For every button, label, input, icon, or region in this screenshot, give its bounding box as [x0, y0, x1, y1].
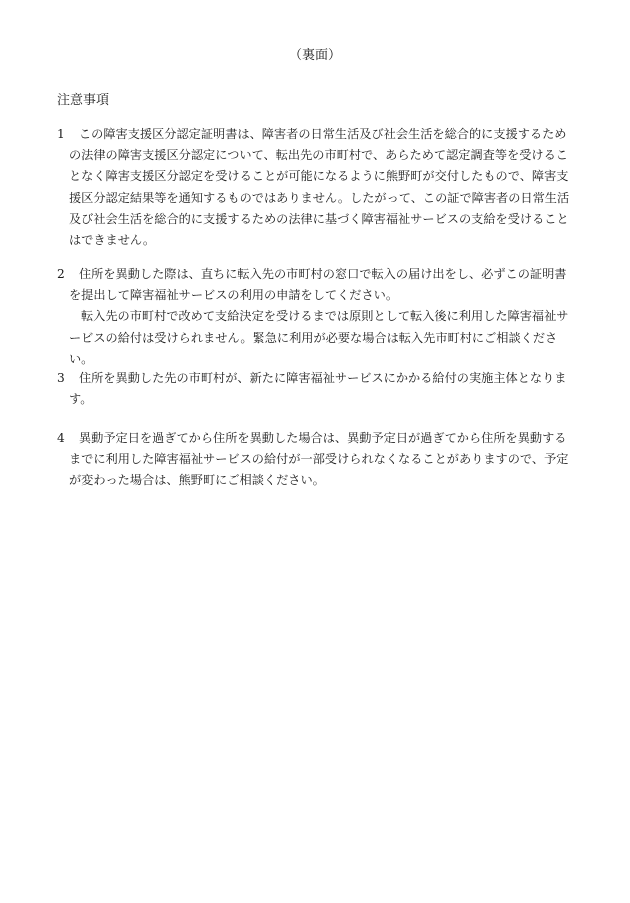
notice-item-3-number: 3: [57, 371, 65, 385]
notice-item-2-paragraph: [57, 264, 577, 306]
notice-item-4-number: 4: [57, 431, 65, 445]
notice-item-2-text: 住所を異動した際は、直ちに転入先の市町村の窓口で転入の届け出をし、必ずこの証明書を提出して障害福祉サービスの利用の申請をしてください。: [69, 267, 567, 303]
page-title: （裏面）: [288, 48, 341, 63]
notice-item-1: [57, 124, 577, 251]
notice-item-2-number: 2: [57, 267, 65, 281]
notice-item-3: [57, 368, 577, 410]
notice-item-1-text: この障害支援区分認定証明書は、障害者の日常生活及び社会生活を総合的に支援するための法律の障害支援区分認定について、転出先の市町村で、あらためて認定調査等を受けることなく障害支援区分認定を受けることが可能になるように熊野町が交付したもので、障害支援区分認定結果等を通知するものではありません。したがって、この証で障害者の日常生活及び社会生活を総合的に支援するための法律に基づく障害福祉サービスの支給を受けることはできません。: [69, 127, 570, 248]
notice-item-3-paragraph: [57, 368, 577, 410]
section-heading: 注意事項: [57, 93, 110, 108]
notice-item-4-paragraph: [57, 428, 577, 492]
notice-item-3-text: 住所を異動した先の市町村が、新たに障害福祉サービスにかかる給付の実施主体となります。: [69, 371, 567, 407]
notice-item-4-text: 異動予定日を過ぎてから住所を異動した場合は、異動予定日が過ぎてから住所を異動するまでに利用した障害福祉サービスの給付が一部受けられなくなることがありますので、予定が変わった場合は、熊野町にご相談ください。: [69, 431, 569, 488]
notice-item-1-paragraph: [57, 124, 577, 251]
notice-item-1-number: 1: [57, 127, 65, 141]
notice-item-2: [57, 264, 577, 370]
notice-item-2-subparagraph: 転入先の市町村で改めて支給決定を受けるまでは原則として転入後に利用した障害福祉サービスの給付は受けられません。緊急に利用が必要な場合は転入先市町村にご相談ください。: [69, 309, 569, 366]
notice-item-4: [57, 428, 577, 492]
